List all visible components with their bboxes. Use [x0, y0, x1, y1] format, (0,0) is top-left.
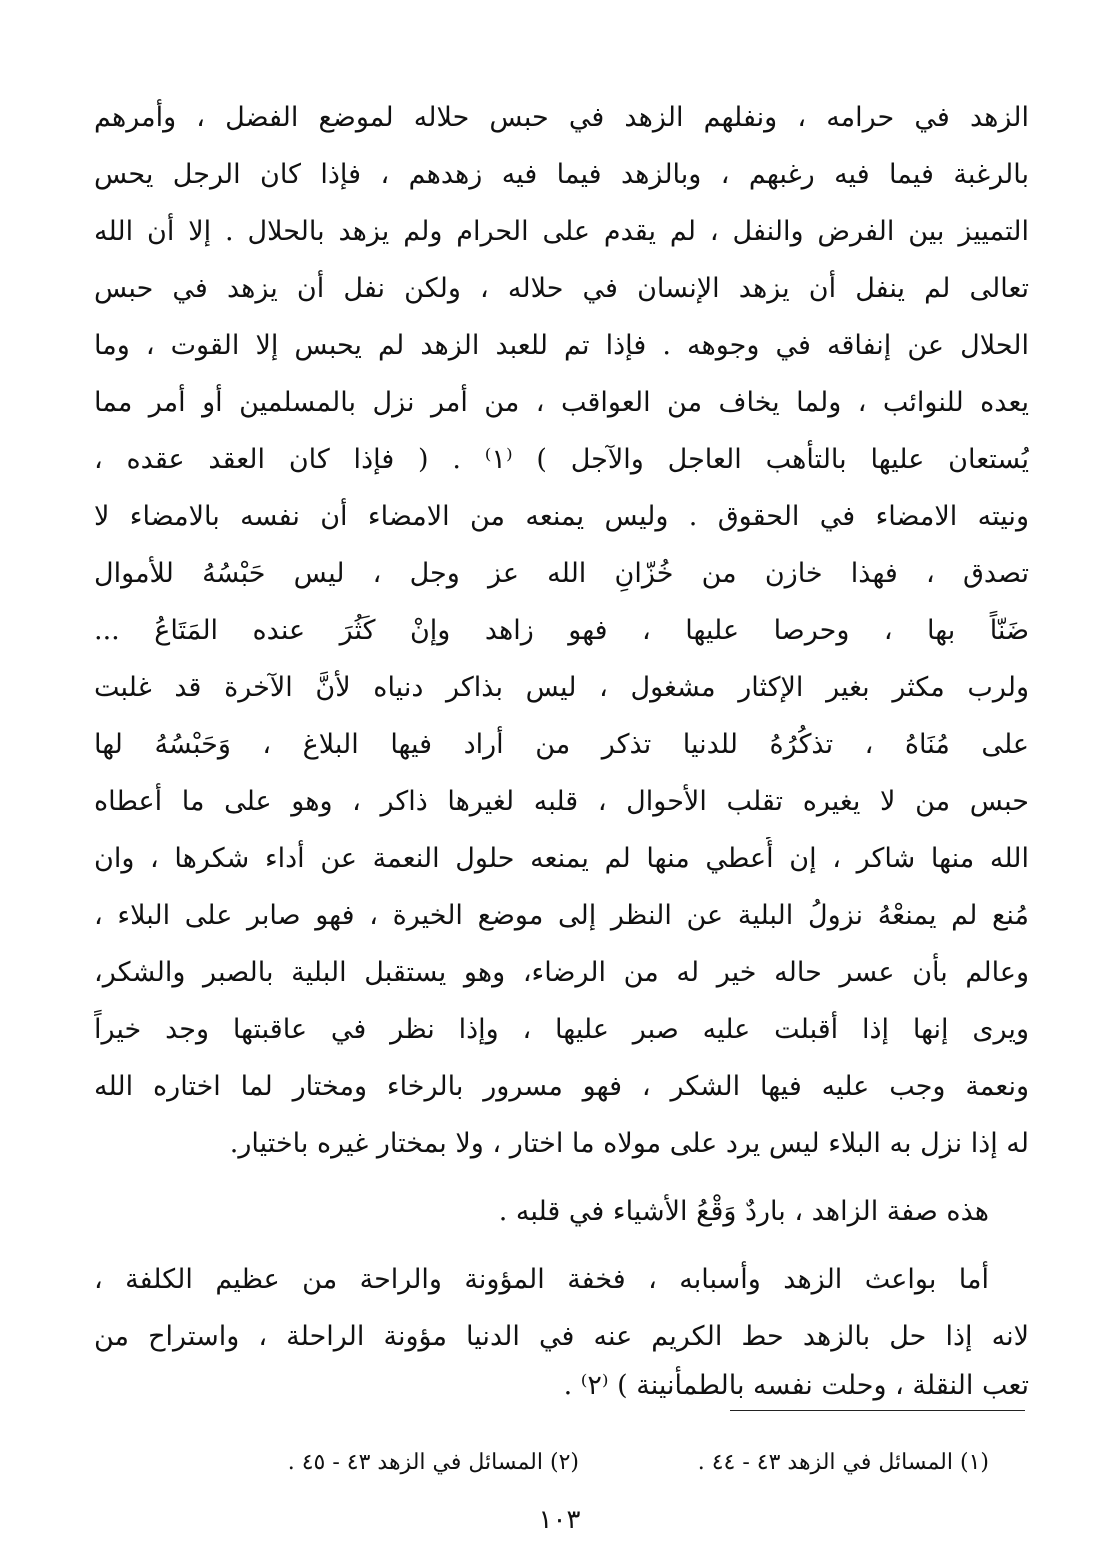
text-line: تعالى لم ينفل أن يزهد الإنسان في حلاله ، ولكن نفل أن يزهد في حبس: [94, 273, 1029, 304]
text-line: يعده للنوائب ، ولما يخاف من العواقب ، من أمر نزل بالمسلمين أو أمر مما: [94, 387, 1029, 418]
text-line: ونيته الامضاء في الحقوق . وليس يمنعه من الامضاء أن نفسه بالامضاء لا: [94, 501, 1029, 532]
footnote: (٢) المسائل في الزهد ٤٣ - ٤٥ .: [287, 1450, 579, 1475]
text-line: بالرغبة فيما فيه رغبهم ، وبالزهد فيما فيه زهدهم ، فإذا كان الرجل يحس: [94, 159, 1029, 190]
text-line: ولرب مكثر بغير الإكثار مشغول ، ليس بذاكر دنياه لأنَّ الآخرة قد غلبت: [94, 672, 1029, 703]
text-line: الله منها شاكر ، إن أُعطي منها لم يمنعه حلول النعمة عن أداء شكرها ، وان: [94, 843, 1029, 874]
text-line: أما بواعث الزهد وأسبابه ، فخفة المؤونة والراحة من عظيم الكلفة ،: [94, 1264, 989, 1295]
text-line: التمييز بين الفرض والنفل ، لم يقدم على الحرام ولم يزهد بالحلال . إلا أن الله: [94, 216, 1029, 247]
text-line: الزهد في حرامه ، ونفلهم الزهد في حبس حلاله لموضع الفضل ، وأمرهم: [94, 102, 1029, 133]
text-line: تصدق ، فهذا خازن من خُزّانِ الله عز وجل ، ليس حَبْسُهُ للأموال: [94, 558, 1029, 589]
footnote-divider: [730, 1410, 1025, 1411]
text-line: ضَنّاً بها ، وحرصا عليها ، فهو زاهد وإنْ كَثُرَ عنده المَتَاعُ ...: [94, 615, 1029, 646]
text-line: له إذا نزل به البلاء ليس يرد على مولاه ما اختار ، ولا بمختار غيره باختيار.: [229, 1128, 1029, 1159]
text-line: على مُنَاهُ ، تذكُرُهُ للدنيا تذكر من أراد فيها البلاغ ، وَحَبْسُهُ لها: [94, 729, 1029, 760]
footnote: (١) المسائل في الزهد ٤٣ - ٤٤ .: [697, 1450, 989, 1475]
text-line: ويرى إنها إذا أقبلت عليه صبر عليها ، وإذا نظر في عاقبتها وجد خيراً: [94, 1014, 1029, 1045]
text-line: مُنع لم يمنعْهُ نزولُ البلية عن النظر إلى موضع الخيرة ، فهو صابر على البلاء ،: [94, 900, 1029, 931]
text-line: تعب النقلة ، وحلت نفسه بالطمأنينة ) ⁽٢⁾ .: [563, 1370, 1029, 1401]
text-line: وعالم بأن عسر حاله خير له من الرضاء، وهو يستقبل البلية بالصبر والشكر،: [94, 957, 1029, 988]
text-line: الحلال عن إنفاقه في وجوهه . فإذا تم للعبد الزهد لم يحبس إلا القوت ، وما: [94, 330, 1029, 361]
text-line: حبس من لا يغيره تقلب الأحوال ، قلبه لغيرها ذاكر ، وهو على ما أعطاه: [94, 786, 1029, 817]
text-line: ونعمة وجب عليه فيها الشكر ، فهو مسرور بالرخاء ومختار لما اختاره الله: [94, 1071, 1029, 1102]
text-line: يُستعان عليها بالتأهب العاجل والآجل ) ⁽١⁾ . ( فإذا كان العقد عقده ،: [94, 444, 1029, 475]
text-line: لانه إذا حل بالزهد حط الكريم عنه في الدنيا مؤونة الراحلة ، واستراح من: [94, 1321, 1029, 1352]
page-number: ١٠٣: [538, 1505, 581, 1535]
summary-line: هذه صفة الزاهد ، باردٌ وَقْعُ الأشياء في قلبه .: [498, 1196, 989, 1227]
